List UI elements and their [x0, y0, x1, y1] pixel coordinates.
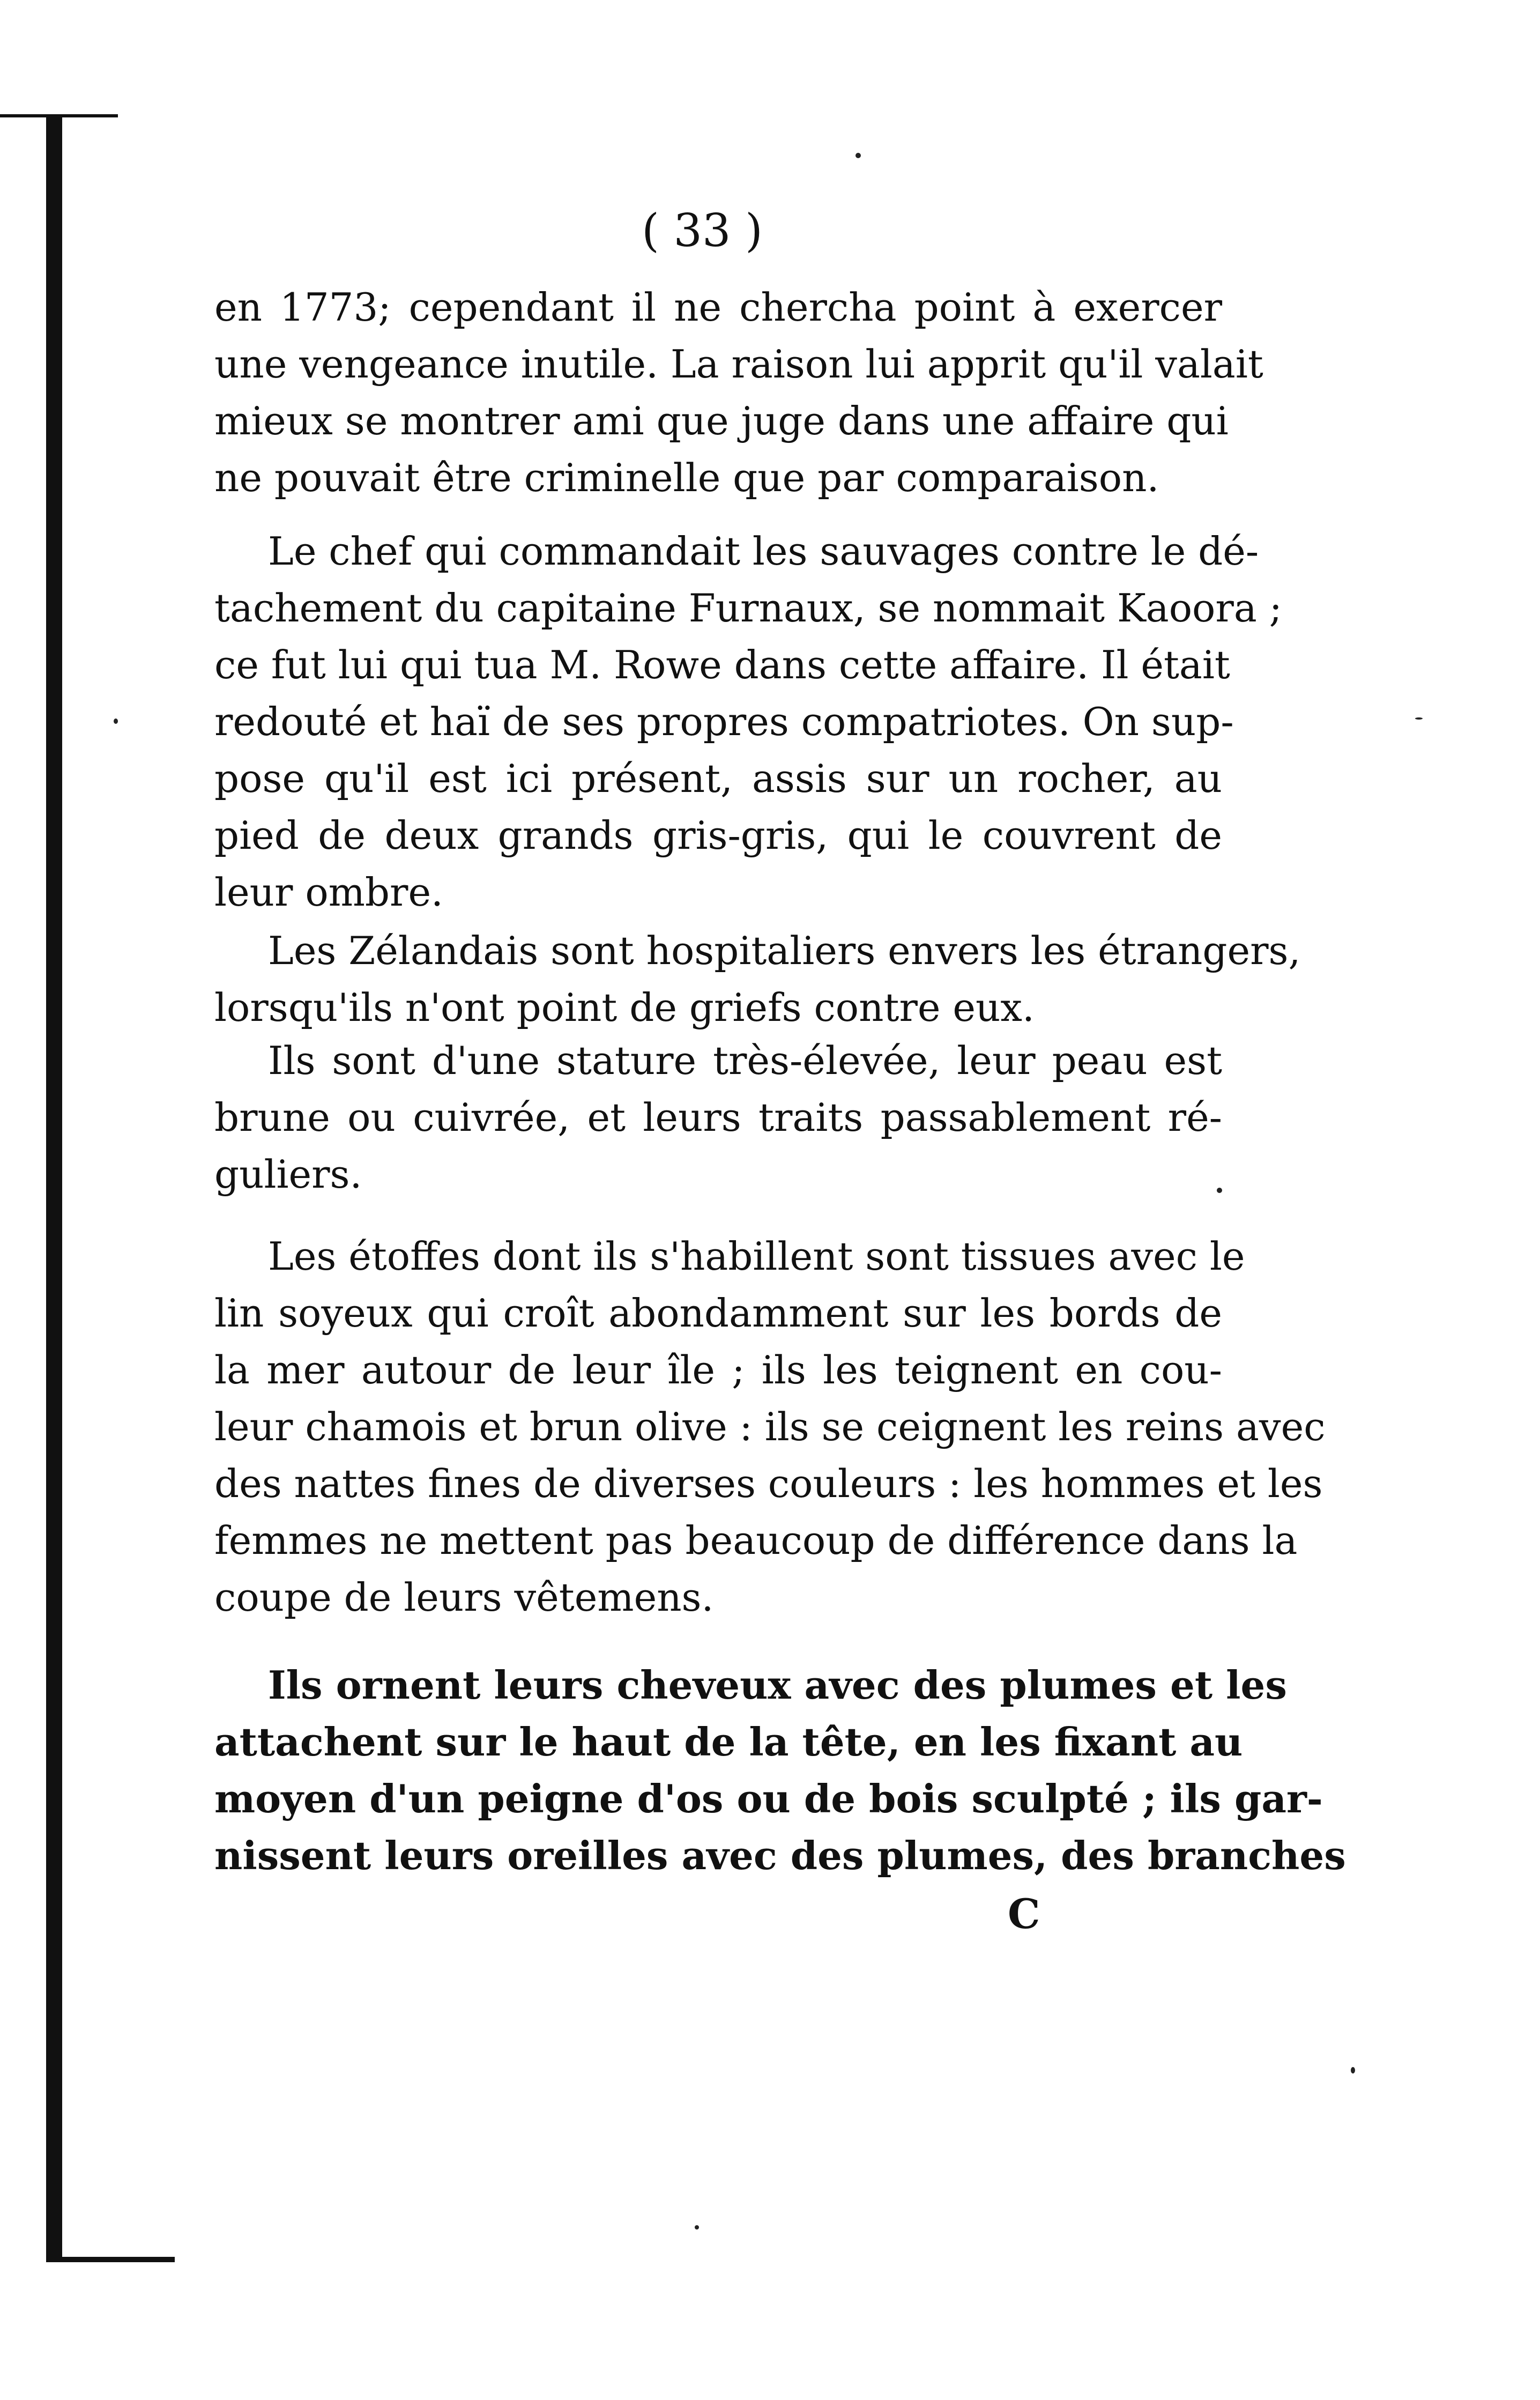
text-line: Ils ornent leurs cheveux avec des plumes et les: [268, 1662, 1287, 1708]
ink-speck: [1351, 2067, 1355, 2073]
text-line: Le chef qui commandait les sauvages contre le dé-: [268, 529, 1259, 574]
text-line: leur ombre.: [214, 870, 443, 915]
text-line: Ils sont d'une stature très-élevée, leur peau est: [268, 1038, 1222, 1083]
text-line: femmes ne mettent pas beaucoup de différence dans la: [214, 1518, 1298, 1563]
signature-mark: C: [1008, 1890, 1040, 1938]
text-line: des nattes fines de diverses couleurs : les hommes et les: [214, 1461, 1323, 1506]
text-line: coupe de leurs vêtemens.: [214, 1575, 714, 1620]
page-number: ( 33 ): [642, 204, 763, 257]
paragraph-1: [214, 279, 1263, 506]
text-line: tachement du capitaine Furnaux, se nommait Kaoora ;: [214, 586, 1282, 631]
text-line: Les étoffes dont ils s'habillent sont tissues avec le: [268, 1234, 1245, 1279]
text-line: guliers.: [214, 1152, 362, 1197]
ink-speck: [1415, 717, 1423, 720]
paragraph-5: [214, 1228, 1326, 1626]
ink-speck: [114, 718, 118, 724]
ink-speck: [695, 2225, 699, 2229]
paragraph-4: [214, 1032, 1222, 1203]
text-line: brune ou cuivrée, et leurs traits passablement ré-: [214, 1095, 1222, 1140]
text-line: ce fut lui qui tua M. Rowe dans cette affaire. Il était: [214, 642, 1230, 687]
text-line: Les Zélandais sont hospitaliers envers les étrangers,: [268, 928, 1301, 973]
text-line: mieux se montrer ami que juge dans une affaire qui: [214, 398, 1229, 443]
text-line: en 1773; cependant il ne chercha point à exercer: [214, 285, 1222, 330]
paragraph-2: [214, 523, 1282, 921]
ink-speck: [855, 153, 861, 158]
text-line: lorsqu'ils n'ont point de griefs contre eux.: [214, 985, 1035, 1030]
text-line: nissent leurs oreilles avec des plumes, des branches: [214, 1833, 1346, 1878]
text-line: leur chamois et brun olive : ils se ceignent les reins avec: [214, 1404, 1326, 1449]
text-line: la mer autour de leur île ; ils les teignent en cou-: [214, 1347, 1222, 1392]
paragraph-6: [214, 1657, 1346, 1884]
text-line: lin soyeux qui croît abondamment sur les bords de: [214, 1291, 1222, 1336]
text-line: pied de deux grands gris-gris, qui le couvrent de: [214, 813, 1222, 858]
text-line: une vengeance inutile. La raison lui apprit qu'il valait: [214, 342, 1263, 387]
text-line: ne pouvait être criminelle que par comparaison.: [214, 455, 1159, 500]
text-line: attachent sur le haut de la tête, en les fixant au: [214, 1719, 1243, 1765]
paragraph-3: [214, 922, 1301, 1036]
text-line: redouté et haï de ses propres compatriotes. On sup-: [214, 699, 1234, 744]
text-line: pose qu'il est ici présent, assis sur un rocher, au: [214, 756, 1222, 801]
binding-rule-left: [46, 117, 62, 2262]
text-line: moyen d'un peigne d'os ou de bois sculpté ; ils gar-: [214, 1776, 1323, 1821]
binding-rule-bottom: [46, 2257, 175, 2262]
